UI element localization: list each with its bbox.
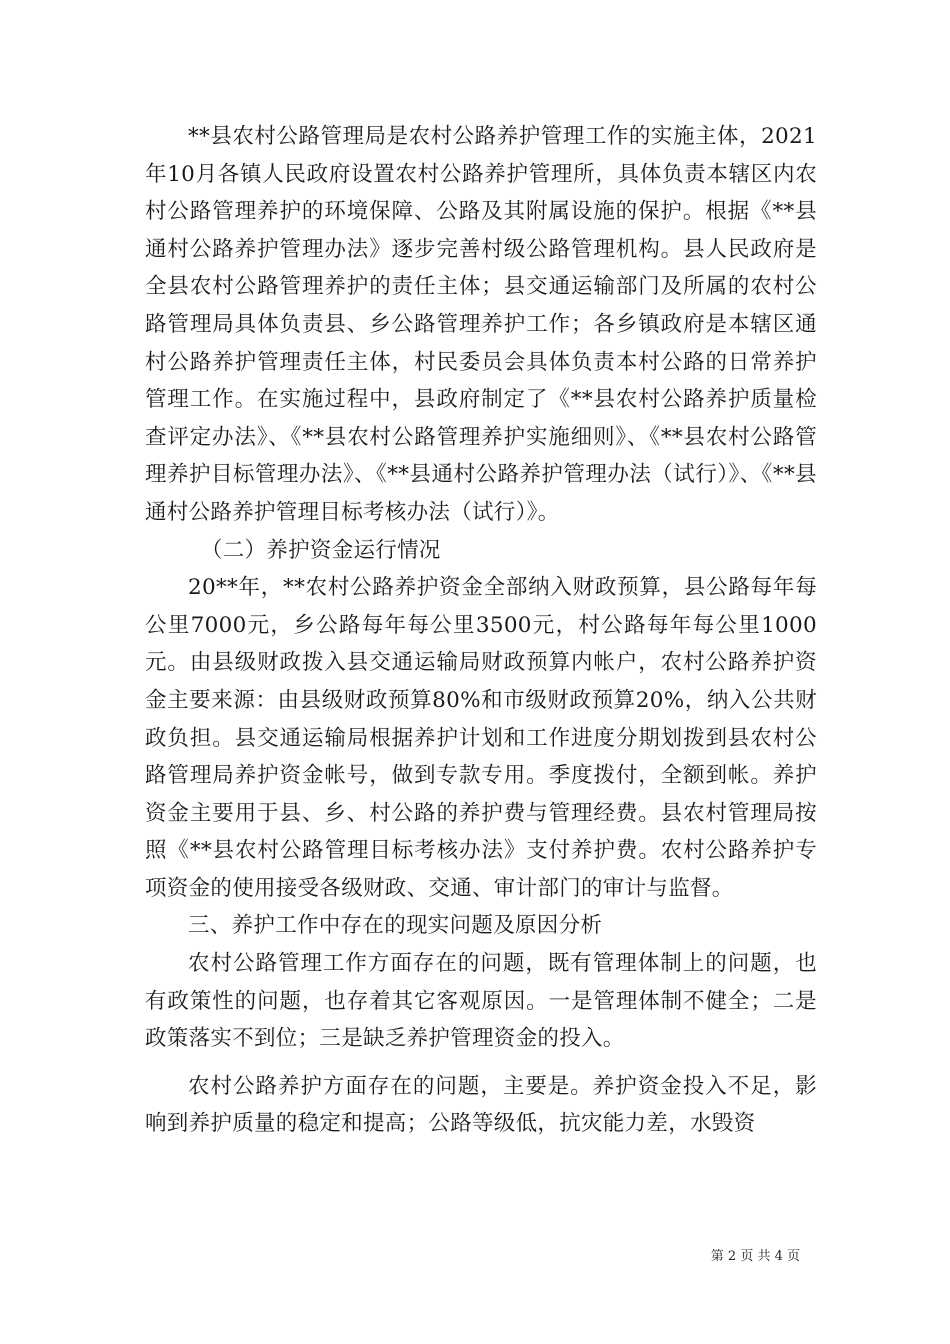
section-heading-problems: 三、养护工作中存在的现实问题及原因分析 [188,913,603,939]
paragraph-maintenance-funds: 20**年，**农村公路养护资金全部纳入财政预算，县公路每年每公里7000元，乡公路每年每公里3500元，村公路每年每公里1000元。由县级财政拨入县交通运输局财政预算内帐户，农村公路养护资金主要来源：由县级财政预算80%和市级财政预算20%，纳入公共财政负担。县交通运输局根据养护计划和工作进度分期划拨到县农村公路管理局养护资金帐号，做到专款专用。季度拨付，全额到帐。养护资金主要用于县、乡、村公路的养护费与管理经费。县农村管理局按照《**县农村公路管理目标考核办法》支付养护费。农村公路养护专项资金的使用接受各级财政、交通、审计部门的审计与监督。 [145,575,817,901]
paragraph-maintenance-problems: 农村公路养护方面存在的问题，主要是。养护资金投入不足，影响到养护质量的稳定和提高；公路等级低，抗灾能力差，水毁资 [145,1073,817,1137]
document-body [145,118,817,1143]
paragraph-management-structure: **县农村公路管理局是农村公路养护管理工作的实施主体，2021年10月各镇人民政府设置农村公路养护管理所，具体负责本辖区内农村公路管理养护的环境保障、公路及其附属设施的保护。根据《**县通村公路养护管理办法》逐步完善村级公路管理机构。县人民政府是全县农村公路管理养护的责任主体；县交通运输部门及所属的农村公路管理局具体负责县、乡公路管理养护工作；各乡镇政府是本辖区通村公路养护管理责任主体，村民委员会具体负责本村公路的日常养护管理工作。在实施过程中，县政府制定了《**县农村公路养护质量检查评定办法》、《**县农村公路管理养护实施细则》、《**县农村公路管理养护目标管理办法》、《**县通村公路养护管理办法（试行）》、《**县通村公路养护管理目标考核办法（试行）》。 [145,124,817,525]
section-heading-maintenance-funds: （二）养护资金运行情况 [200,537,441,563]
paragraph-management-problems: 农村公路管理工作方面存在的问题，既有管理体制上的问题，也有政策性的问题，也存着其它客观原因。一是管理体制不健全；二是政策落实不到位；三是缺乏养护管理资金的投入。 [145,951,817,1052]
page-number-footer: 第 2 页 共 4 页 [710,1249,800,1264]
paragraph-gap [145,1058,817,1068]
